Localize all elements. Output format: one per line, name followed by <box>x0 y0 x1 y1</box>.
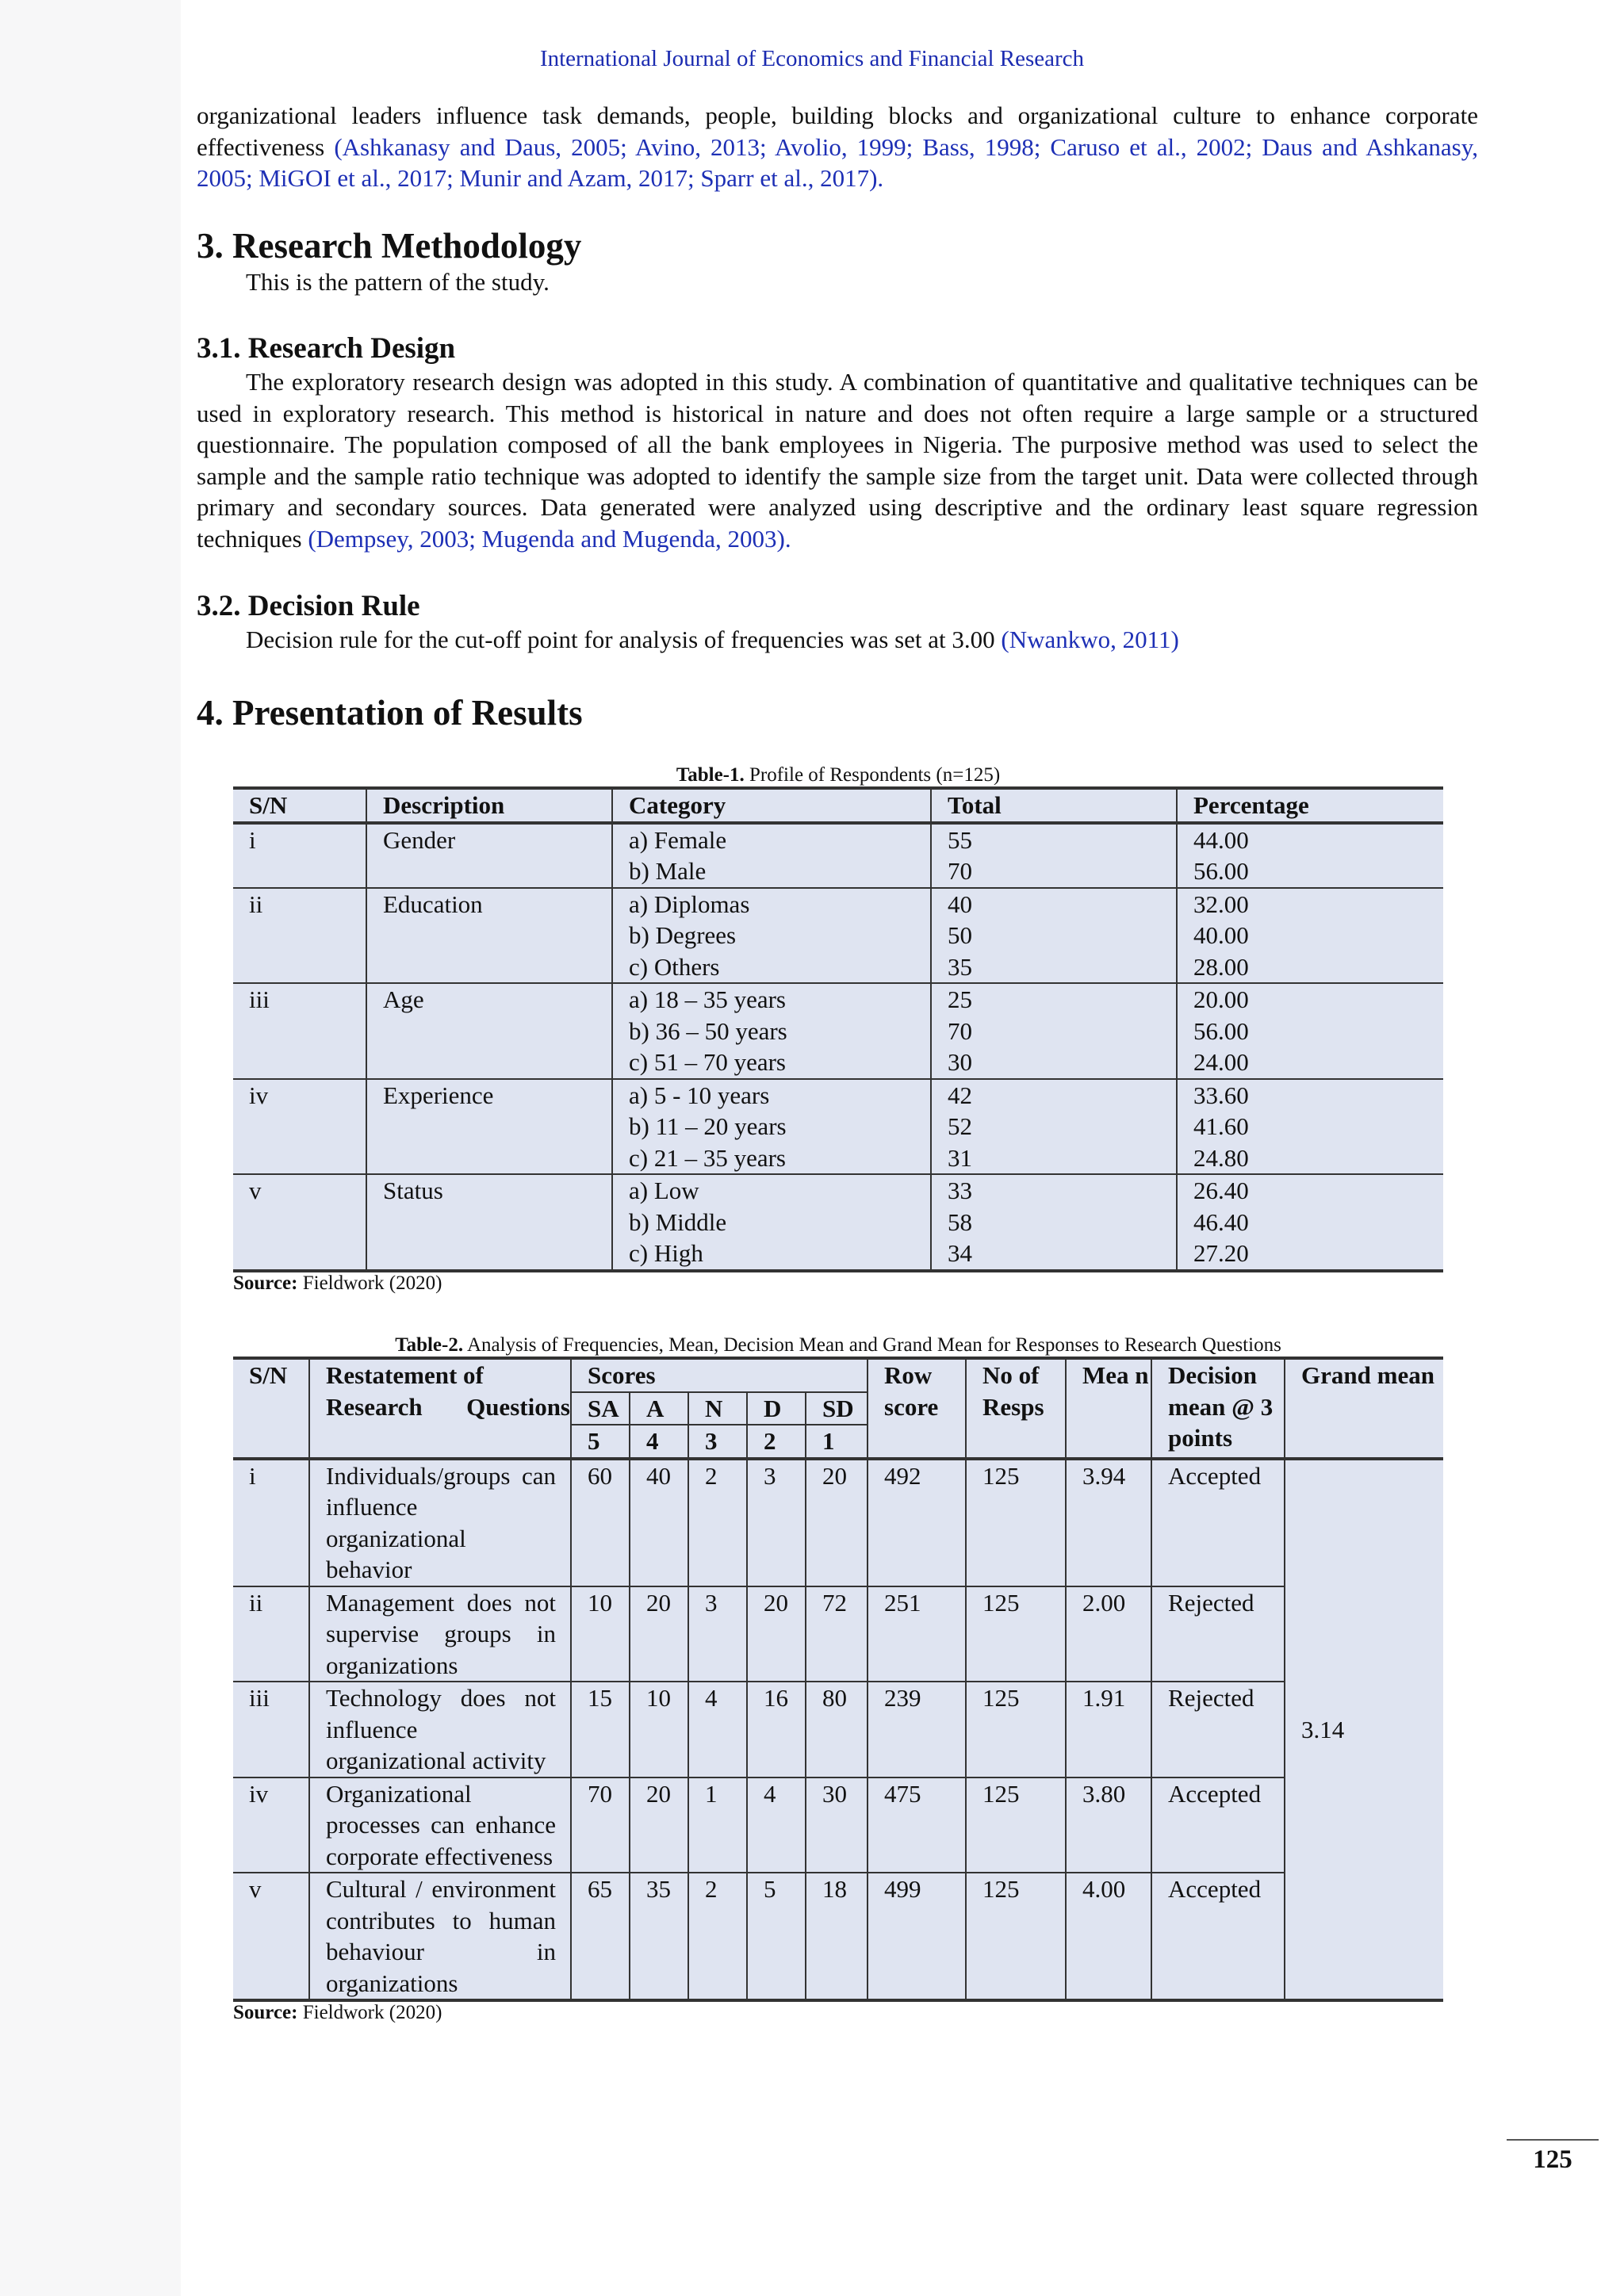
table-2-sn: v <box>233 1873 309 2000</box>
table-1-categories: a) 18 – 35 years b) 36 – 50 years c) 51 – 70 years <box>612 983 931 1079</box>
section-3-2-text: Decision rule for the cut-off point for analysis of frequencies was set at 3.00 (Nwankwo, 2011) <box>246 626 1179 653</box>
table-2-question: Management does not supervise groups in organizations <box>309 1586 571 1682</box>
table-2-question: Individuals/groups can influence organizational behavior <box>309 1459 571 1586</box>
table-2-source: Source: Fieldwork (2020) <box>233 2002 442 2023</box>
table-2-decision: Accepted <box>1151 1873 1285 2000</box>
table-2-row-score: 239 <box>868 1682 966 1777</box>
table-row <box>233 1174 1443 1271</box>
table-row <box>233 1682 1443 1777</box>
table-1-source: Source: Fieldwork (2020) <box>233 1272 442 1294</box>
section-3-2 <box>197 589 1478 656</box>
table-1-header-description: Description <box>366 788 612 823</box>
table-2-n: 2 <box>688 1873 747 2000</box>
running-head: International Journal of Economics and Financial Research <box>539 46 1085 71</box>
section-3-1 <box>197 331 1478 554</box>
section-4-heading: 4. Presentation of Results <box>197 693 583 733</box>
table-2-header-row-score: Row score <box>868 1358 966 1459</box>
table-2-weight-1: 1 <box>806 1425 868 1459</box>
table-2-header-row <box>233 1358 1443 1392</box>
table-2-mean: 1.91 <box>1066 1682 1151 1777</box>
table-1-header-category: Category <box>612 788 931 823</box>
table-2-header-grand-mean: Grand mean <box>1285 1358 1443 1459</box>
table-2-resps: 125 <box>966 1777 1066 1873</box>
table-2-sn: ii <box>233 1586 309 1682</box>
table-2-decision: Accepted <box>1151 1459 1285 1586</box>
table-2-sa: 15 <box>571 1682 630 1777</box>
section-3-1-text: The exploratory research design was adopted in this study. A combination of quantitative and qualitative techniques can be used in exploratory research. This method is historical in nature and does not often require a large sample or a structured questionnaire. The population composed of all the bank employees in Nigeria. The purposive method was used to select the sample and the sample ratio technique was adopted to identify the sample size from the target unit. Data were collected through primary and secondary sources. Data generated were analyzed using descriptive and the ordinary least square regression techniques (Dempsey, 2003; Mugenda and Mugenda, 2003). <box>197 368 1478 553</box>
table-2-grand-mean: 3.14 <box>1285 1459 1443 2001</box>
table-2-a: 35 <box>630 1873 688 2000</box>
table-2-mean: 3.80 <box>1066 1777 1151 1873</box>
table-2-decision: Accepted <box>1151 1777 1285 1873</box>
table-2-a: 20 <box>630 1586 688 1682</box>
section-3 <box>197 225 1478 298</box>
table-2-n: 4 <box>688 1682 747 1777</box>
table-1-totals: 55 70 <box>931 823 1177 888</box>
table-2-question: Cultural / environment contributes to human behaviour in organizations <box>309 1873 571 2000</box>
table-row <box>233 1777 1443 1873</box>
table-2-sn: iii <box>233 1682 309 1777</box>
table-2-row-score: 251 <box>868 1586 966 1682</box>
section-3-1-heading: 3.1. Research Design <box>197 332 456 365</box>
table-1-totals: 42 52 31 <box>931 1079 1177 1175</box>
table-1-categories: a) Female b) Male <box>612 823 931 888</box>
table-2-d: 5 <box>747 1873 806 2000</box>
table-2-sa: 60 <box>571 1459 630 1586</box>
table-row <box>233 1586 1443 1682</box>
section-3-2-heading: 3.2. Decision Rule <box>197 590 420 622</box>
section-3-heading: 3. Research Methodology <box>197 226 582 266</box>
table-2-header-d: D <box>747 1392 806 1425</box>
table-1-percentages: 26.40 46.40 27.20 <box>1177 1174 1443 1271</box>
table-2-sd: 80 <box>806 1682 868 1777</box>
table-2-weight-3: 3 <box>688 1425 747 1459</box>
table-row <box>233 888 1443 984</box>
table-row <box>233 1079 1443 1175</box>
table-2-n: 2 <box>688 1459 747 1586</box>
table-1-percentages: 33.60 41.60 24.80 <box>1177 1079 1443 1175</box>
table-2-header-sa: SA <box>571 1392 630 1425</box>
section-3-text: This is the pattern of the study. <box>246 268 550 296</box>
table-2-sd: 72 <box>806 1586 868 1682</box>
table-2-mean: 3.94 <box>1066 1459 1151 1586</box>
table-2-header-n: N <box>688 1392 747 1425</box>
table-2-resps: 125 <box>966 1873 1066 2000</box>
table-2-d: 3 <box>747 1459 806 1586</box>
table-2-header-mean: Mea n <box>1066 1358 1151 1459</box>
table-1-totals: 33 58 34 <box>931 1174 1177 1271</box>
table-1-header-total: Total <box>931 788 1177 823</box>
table-1-percentages: 32.00 40.00 28.00 <box>1177 888 1443 984</box>
table-2-d: 16 <box>747 1682 806 1777</box>
table-1-sn: v <box>233 1174 366 1271</box>
table-2-resps: 125 <box>966 1682 1066 1777</box>
table-2-sd: 30 <box>806 1777 868 1873</box>
table-2-sd: 20 <box>806 1459 868 1586</box>
table-2-mean: 2.00 <box>1066 1586 1151 1682</box>
table-1-sn: iii <box>233 983 366 1079</box>
table-1-description: Education <box>366 888 612 984</box>
table-1-totals: 40 50 35 <box>931 888 1177 984</box>
table-2-header-no-resps: No of Resps <box>966 1358 1066 1459</box>
table-row <box>233 1873 1443 2000</box>
table-2-header-sd: SD <box>806 1392 868 1425</box>
table-2-n: 1 <box>688 1777 747 1873</box>
table-1-description: Experience <box>366 1079 612 1175</box>
table-row <box>233 983 1443 1079</box>
table-1-description: Gender <box>366 823 612 888</box>
table-2-decision: Rejected <box>1151 1682 1285 1777</box>
table-2-row-score: 492 <box>868 1459 966 1586</box>
section-3-2-citation[interactable]: (Nwankwo, 2011) <box>1001 626 1179 653</box>
table-2-sd: 18 <box>806 1873 868 2000</box>
table-2-weight-2: 2 <box>747 1425 806 1459</box>
table-1-sn: ii <box>233 888 366 984</box>
table-1-header-percentage: Percentage <box>1177 788 1443 823</box>
table-2 <box>233 1357 1443 2002</box>
table-2-resps: 125 <box>966 1586 1066 1682</box>
table-1-categories: a) Diplomas b) Degrees c) Others <box>612 888 931 984</box>
table-2-block <box>233 1334 1443 2024</box>
table-2-header-restatement: Restatement of Research Questions <box>309 1358 571 1459</box>
table-row <box>233 823 1443 888</box>
table-2-header-scores: Scores <box>571 1358 868 1392</box>
table-1-sn: iv <box>233 1079 366 1175</box>
table-1-header-row <box>233 788 1443 823</box>
table-2-header-sn: S/N <box>233 1358 309 1459</box>
table-2-caption: Table-2. Analysis of Frequencies, Mean, Decision Mean and Grand Mean for Responses to Research Questions <box>395 1334 1281 1356</box>
table-2-sa: 70 <box>571 1777 630 1873</box>
table-2-mean: 4.00 <box>1066 1873 1151 2000</box>
table-2-row-score: 475 <box>868 1777 966 1873</box>
table-2-d: 4 <box>747 1777 806 1873</box>
table-1-sn: i <box>233 823 366 888</box>
table-2-sn: iv <box>233 1777 309 1873</box>
table-2-question: Technology does not influence organizational activity <box>309 1682 571 1777</box>
table-2-sa: 10 <box>571 1586 630 1682</box>
section-4 <box>197 692 1478 733</box>
table-1-description: Status <box>366 1174 612 1271</box>
table-1-categories: a) Low b) Middle c) High <box>612 1174 931 1271</box>
table-2-decision: Rejected <box>1151 1586 1285 1682</box>
table-1-totals: 25 70 30 <box>931 983 1177 1079</box>
table-1-block <box>233 764 1443 1295</box>
page-number: 125 <box>1507 2139 1599 2175</box>
table-1-percentages: 20.00 56.00 24.00 <box>1177 983 1443 1079</box>
intro-citations[interactable]: (Ashkanasy and Daus, 2005; Avino, 2013; Avolio, 1999; Bass, 1998; Caruso et al., 2002; Daus and Ashkanasy, 2005; MiGOI et al., 2017; Munir and Azam, 2017; Sparr et al., 2017). <box>197 132 1478 192</box>
intro-paragraph-block <box>197 100 1478 194</box>
table-2-sa: 65 <box>571 1873 630 2000</box>
table-2-d: 20 <box>747 1586 806 1682</box>
table-1 <box>233 786 1443 1272</box>
table-1-description: Age <box>366 983 612 1079</box>
section-3-1-citations[interactable]: (Dempsey, 2003; Mugenda and Mugenda, 2003). <box>308 524 791 553</box>
table-2-a: 40 <box>630 1459 688 1586</box>
table-1-header-sn: S/N <box>233 788 366 823</box>
table-row <box>233 1459 1443 1586</box>
table-2-weight-4: 4 <box>630 1425 688 1459</box>
table-1-categories: a) 5 - 10 years b) 11 – 20 years c) 21 – 35 years <box>612 1079 931 1175</box>
table-2-a: 10 <box>630 1682 688 1777</box>
table-2-row-score: 499 <box>868 1873 966 2000</box>
table-2-n: 3 <box>688 1586 747 1682</box>
table-1-caption: Table-1. Profile of Respondents (n=125) <box>676 764 1001 786</box>
table-2-sn: i <box>233 1459 309 1586</box>
table-2-a: 20 <box>630 1777 688 1873</box>
table-2-resps: 125 <box>966 1459 1066 1586</box>
table-2-question: Organizational processes can enhance corporate effectiveness <box>309 1777 571 1873</box>
table-2-header-decision: Decision mean @ 3 points <box>1151 1358 1285 1459</box>
table-1-percentages: 44.00 56.00 <box>1177 823 1443 888</box>
intro-paragraph: organizational leaders influence task demands, people, building blocks and organizational culture to enhance corporate effectiveness (Ashkanasy and Daus, 2005; Avino, 2013; Avolio, 1999; Bass, 1998; Caruso et al., 2002; Daus and Ashkanasy, 2005; MiGOI et al., 2017; Munir and Azam, 2017; Sparr et al., 2017). <box>197 101 1478 192</box>
table-2-weight-5: 5 <box>571 1425 630 1459</box>
table-2-header-a: A <box>630 1392 688 1425</box>
